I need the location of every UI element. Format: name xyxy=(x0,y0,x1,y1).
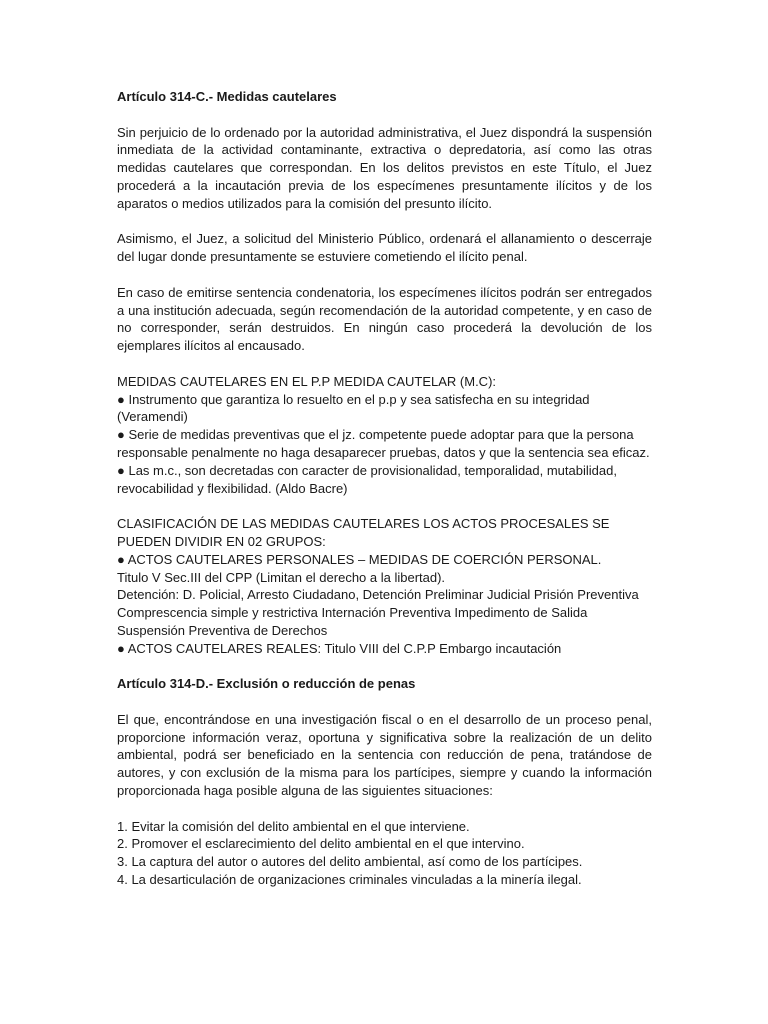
article-314c-title: Artículo 314-C.- Medidas cautelares xyxy=(117,89,337,104)
list-item: 3. La captura del autor o autores del delito ambiental, así como de los partícipes. xyxy=(117,854,583,870)
clasificacion-heading: CLASIFICACIÓN DE LAS MEDIDAS CAUTELARES LOS ACTOS PROCESALES SE PUEDEN DIVIDIR EN 02 GRUPOS: xyxy=(117,516,610,549)
article-314c-paragraph-1: Sin perjuicio de lo ordenado por la autoridad administrativa, el Juez dispondrá la suspensión inmediata de la actividad contaminante, extractiva o depredatoria, así como las otras medidas cautelares que correspondan. En los delitos previstos en este Título, el Juez procederá a la incautación previa de los especímenes presuntamente ilícitos y de los aparatos o medios utilizados para la comisión del presunto ilícito. xyxy=(117,124,652,211)
article-314d-title: Artículo 314-D.- Exclusión o reducción de penas xyxy=(117,676,416,692)
list-item: 2. Promover el esclarecimiento del delito ambiental en el que intervino. xyxy=(117,836,525,852)
clasificacion-line-2: Titulo V Sec.III del CPP (Limitan el derecho a la libertad). xyxy=(117,569,446,585)
medidas-cautelares-block xyxy=(117,373,652,498)
document-page xyxy=(117,88,652,907)
clasificacion-line-4: ● ACTOS CAUTELARES REALES: Titulo VIII del C.P.P Embargo incautación xyxy=(117,640,562,656)
article-314d-list xyxy=(117,818,652,889)
medidas-bullet-3: ● Las m.c., son decretadas con caracter de provisionalidad, temporalidad, mutabilidad, revocabilidad y flexibilidad. (Aldo Bacre) xyxy=(117,462,617,496)
medidas-bullet-2: ● Serie de medidas preventivas que el jz. competente puede adoptar para que la persona responsable penalmente no haga desaparecer pruebas, datos y que la sentencia sea eficaz. xyxy=(117,427,650,460)
clasificacion-line-1: ● ACTOS CAUTELARES PERSONALES – MEDIDAS DE COERCIÓN PERSONAL. xyxy=(117,551,602,567)
list-item: 4. La desarticulación de organizaciones criminales vinculadas a la minería ilegal. xyxy=(117,872,582,888)
medidas-bullet-1: ● Instrumento que garantiza lo resuelto en el p.p y sea satisfecha en su integridad (Veramendi) xyxy=(117,391,590,425)
clasificacion-line-3: Detención: D. Policial, Arresto Ciudadano, Detención Preliminar Judicial Prisión Preventiva Comprescencia simple y restrictiva Internación Preventiva Impedimento de Salida Suspensión Preventiva de Derechos xyxy=(117,587,639,638)
list-item: 1. Evitar la comisión del delito ambiental en el que interviene. xyxy=(117,818,470,834)
article-314c-paragraph-2: Asimismo, el Juez, a solicitud del Ministerio Público, ordenará el allanamiento o descerraje del lugar donde presuntamente se estuviere cometiendo el ilícito penal. xyxy=(117,231,652,265)
article-314c-paragraph-3: En caso de emitirse sentencia condenatoria, los especímenes ilícitos podrán ser entregados a una institución adecuada, según recomendación de la autoridad competente, y en caso de no corresponder, serán destruidos. En ningún caso procederá la devolución de los ejemplares ilícitos al encausado. xyxy=(117,284,652,354)
article-314d-paragraph: El que, encontrándose en una investigación fiscal o en el desarrollo de un proceso penal, proporcione información veraz, oportuna y significativa sobre la realización de un delito ambiental, podrá ser beneficiado en la sentencia con reducción de pena, tratándose de autores, y con exclusión de la misma para los partícipes, siempre y cuando la información proporcionada haga posible alguna de las siguientes situaciones: xyxy=(117,711,652,799)
medidas-heading: MEDIDAS CAUTELARES EN EL P.P MEDIDA CAUTELAR (M.C): xyxy=(117,373,497,389)
clasificacion-block xyxy=(117,515,652,657)
